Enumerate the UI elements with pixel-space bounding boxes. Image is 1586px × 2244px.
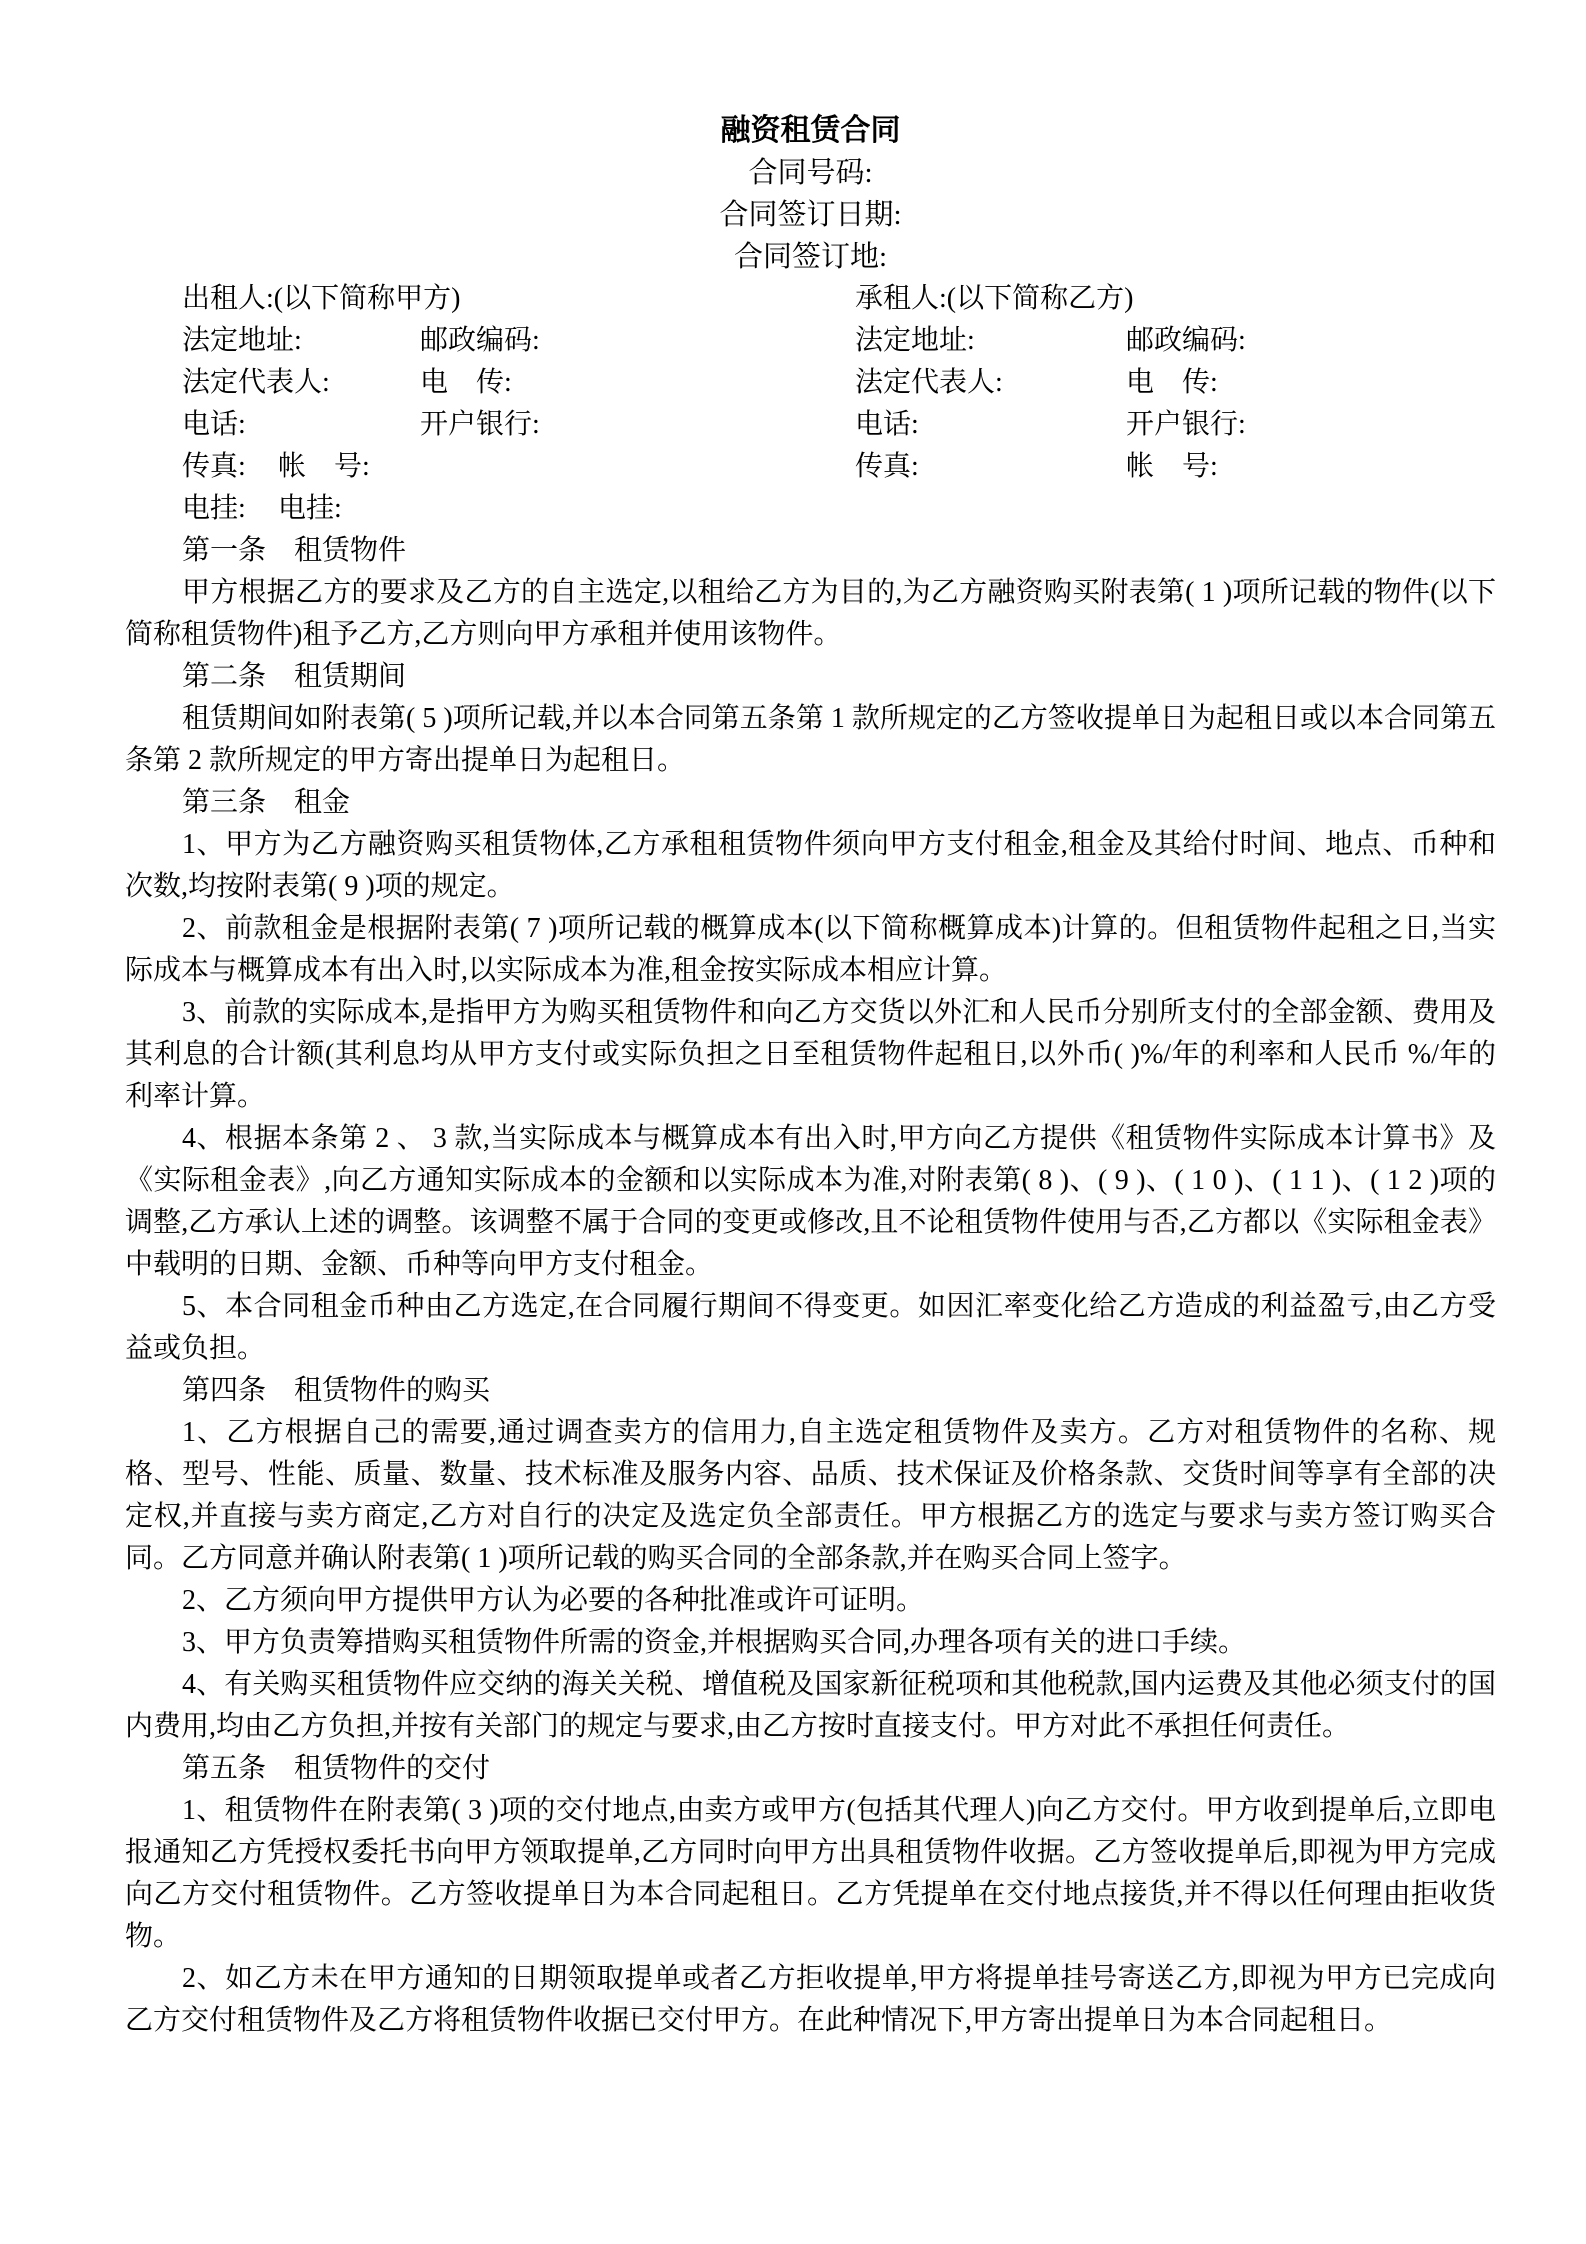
field-label: 法定代表人:	[855, 367, 1003, 398]
party-row	[855, 404, 1496, 446]
field-label: 法定代表人:	[182, 367, 330, 398]
contract-paragraph: 4、根据本条第 2 、 3 款,当实际成本与概算成本有出入时,甲方向乙方提供《租赁物件实际成本计算书》及《实际租金表》,向乙方通知实际成本的金额和以实际成本为准,对附表第( 8 )、( 9 )、( 1 0 )、( 1 1 )、( 1 2 )项的调整,乙方承认上述的调整。该调整不属于合同的变更或修改,且不论租赁物件使用与否,乙方都以《实际租金表》中载明的日期、金额、币种等向甲方支付租金。	[125, 1123, 1496, 1280]
field-label: 电话:	[855, 409, 919, 440]
field-label: 开户银行:	[420, 409, 540, 440]
lessor-column	[125, 278, 855, 530]
party-info-block	[125, 278, 1496, 530]
section-article-1	[125, 530, 1496, 656]
party-row	[855, 362, 1496, 404]
section-article-3	[125, 782, 1496, 1370]
contract-paragraph: 2、如乙方未在甲方通知的日期领取提单或者乙方拒收提单,甲方将提单挂号寄送乙方,即视为甲方已完成向乙方交付租赁物件及乙方将租赁物件收据已交付甲方。在此种情况下,甲方寄出提单日为本合同起租日。	[125, 1963, 1496, 2036]
party-row	[855, 320, 1496, 362]
contract-paragraph: 2、前款租金是根据附表第( 7 )项所记载的概算成本(以下简称概算成本)计算的。但租赁物件起租之日,当实际成本与概算成本有出入时,以实际成本为准,租金按实际成本相应计算。	[125, 913, 1496, 986]
contract-paragraph: 租赁期间如附表第( 5 )项所记载,并以本合同第五条第 1 款所规定的乙方签收提单日为起租日或以本合同第五条第 2 款所规定的甲方寄出提单日为起租日。	[125, 703, 1496, 776]
contract-sign-place-line: 合同签订地:	[733, 241, 888, 273]
contract-paragraph: 甲方根据乙方的要求及乙方的自主选定,以租给乙方为目的,为乙方融资购买附表第( 1 )项所记载的物件(以下简称租赁物件)租予乙方,乙方则向甲方承租并使用该物件。	[125, 577, 1496, 650]
section-article-4	[125, 1370, 1496, 1748]
contract-paragraph: 4、有关购买租赁物件应交纳的海关关税、增值税及国家新征税项和其他税款,国内运费及其他必须支付的国内费用,均由乙方负担,并按有关部门的规定与要求,由乙方按时直接支付。甲方对此不承担任何责任。	[125, 1669, 1496, 1742]
lessee-column	[855, 278, 1496, 530]
field-label: 法定地址:	[855, 325, 975, 356]
section-heading: 第三条 租金	[182, 787, 351, 818]
field-label: 邮政编码:	[1126, 325, 1246, 356]
party-row	[182, 488, 855, 530]
contract-paragraph: 1、乙方根据自己的需要,通过调查卖方的信用力,自主选定租赁物件及卖方。乙方对租赁物件的名称、规格、型号、性能、质量、数量、技术标准及服务内容、品质、技术保证及价格条款、交货时间等享有全部的决定权,并直接与卖方商定,乙方对自行的决定及选定负全部责任。甲方根据乙方的选定与要求与卖方签订购买合同。乙方同意并确认附表第( 1 )项所记载的购买合同的全部条款,并在购买合同上签字。	[125, 1417, 1496, 1574]
field-label: 电 传:	[1126, 367, 1218, 398]
field-label: 传真:	[855, 451, 919, 482]
party-row	[182, 446, 855, 488]
party-row	[182, 320, 855, 362]
lessor-heading: 出租人:(以下简称甲方)	[182, 283, 461, 314]
contract-paragraph: 5、本合同租金币种由乙方选定,在合同履行期间不得变更。如因汇率变化给乙方造成的利益盈亏,由乙方受益或负担。	[125, 1291, 1496, 1364]
contract-paragraph: 3、前款的实际成本,是指甲方为购买租赁物件和向乙方交货以外汇和人民币分别所支付的全部金额、费用及其利息的合计额(其利息均从甲方支付或实际负担之日至租赁物件起租日,以外币( )%/年的利率和人民币 %/年的利率计算。	[125, 997, 1496, 1112]
contract-paragraph: 2、乙方须向甲方提供甲方认为必要的各种批准或许可证明。	[182, 1585, 925, 1616]
party-row	[855, 446, 1496, 488]
party-row	[182, 404, 855, 446]
field-label: 开户银行:	[1126, 409, 1246, 440]
field-label: 帐 号:	[1126, 451, 1218, 482]
section-article-2	[125, 656, 1496, 782]
party-row	[182, 362, 855, 404]
contract-paragraph: 1、甲方为乙方融资购买租赁物体,乙方承租租赁物件须向甲方支付租金,租金及其给付时间、地点、币种和次数,均按附表第( 9 )项的规定。	[125, 829, 1496, 902]
contract-paragraph: 1、租赁物件在附表第( 3 )项的交付地点,由卖方或甲方(包括其代理人)向乙方交付。甲方收到提单后,立即电报通知乙方凭授权委托书向甲方领取提单,乙方同时向甲方出具租赁物件收据。乙方签收提单后,即视为甲方完成向乙方交付租赁物件。乙方签收提单日为本合同起租日。乙方凭提单在交付地点接货,并不得以任何理由拒收货物。	[125, 1795, 1496, 1952]
contract-number-line: 合同号码:	[748, 157, 873, 189]
field-label: 法定地址:	[182, 325, 302, 356]
document-title: 融资租赁合同	[720, 114, 901, 147]
contract-paragraph: 3、甲方负责筹措购买租赁物件所需的资金,并根据购买合同,办理各项有关的进口手续。	[182, 1627, 1247, 1658]
section-heading: 第五条 租赁物件的交付	[182, 1753, 491, 1784]
field-label: 传真:	[182, 451, 246, 482]
section-heading: 第一条 租赁物件	[182, 535, 407, 566]
section-article-5	[125, 1748, 1496, 2042]
contract-sign-date-line: 合同签订日期:	[719, 199, 902, 231]
field-label: 电 传:	[420, 367, 512, 398]
field-label: 电话:	[182, 409, 246, 440]
section-heading: 第二条 租赁期间	[182, 661, 407, 692]
field-label: 电挂:	[278, 493, 342, 524]
field-label: 电挂:	[182, 493, 246, 524]
lessee-heading: 承租人:(以下简称乙方)	[855, 283, 1134, 314]
field-label: 邮政编码:	[420, 325, 540, 356]
section-heading: 第四条 租赁物件的购买	[182, 1375, 491, 1406]
field-label: 帐 号:	[278, 451, 370, 482]
